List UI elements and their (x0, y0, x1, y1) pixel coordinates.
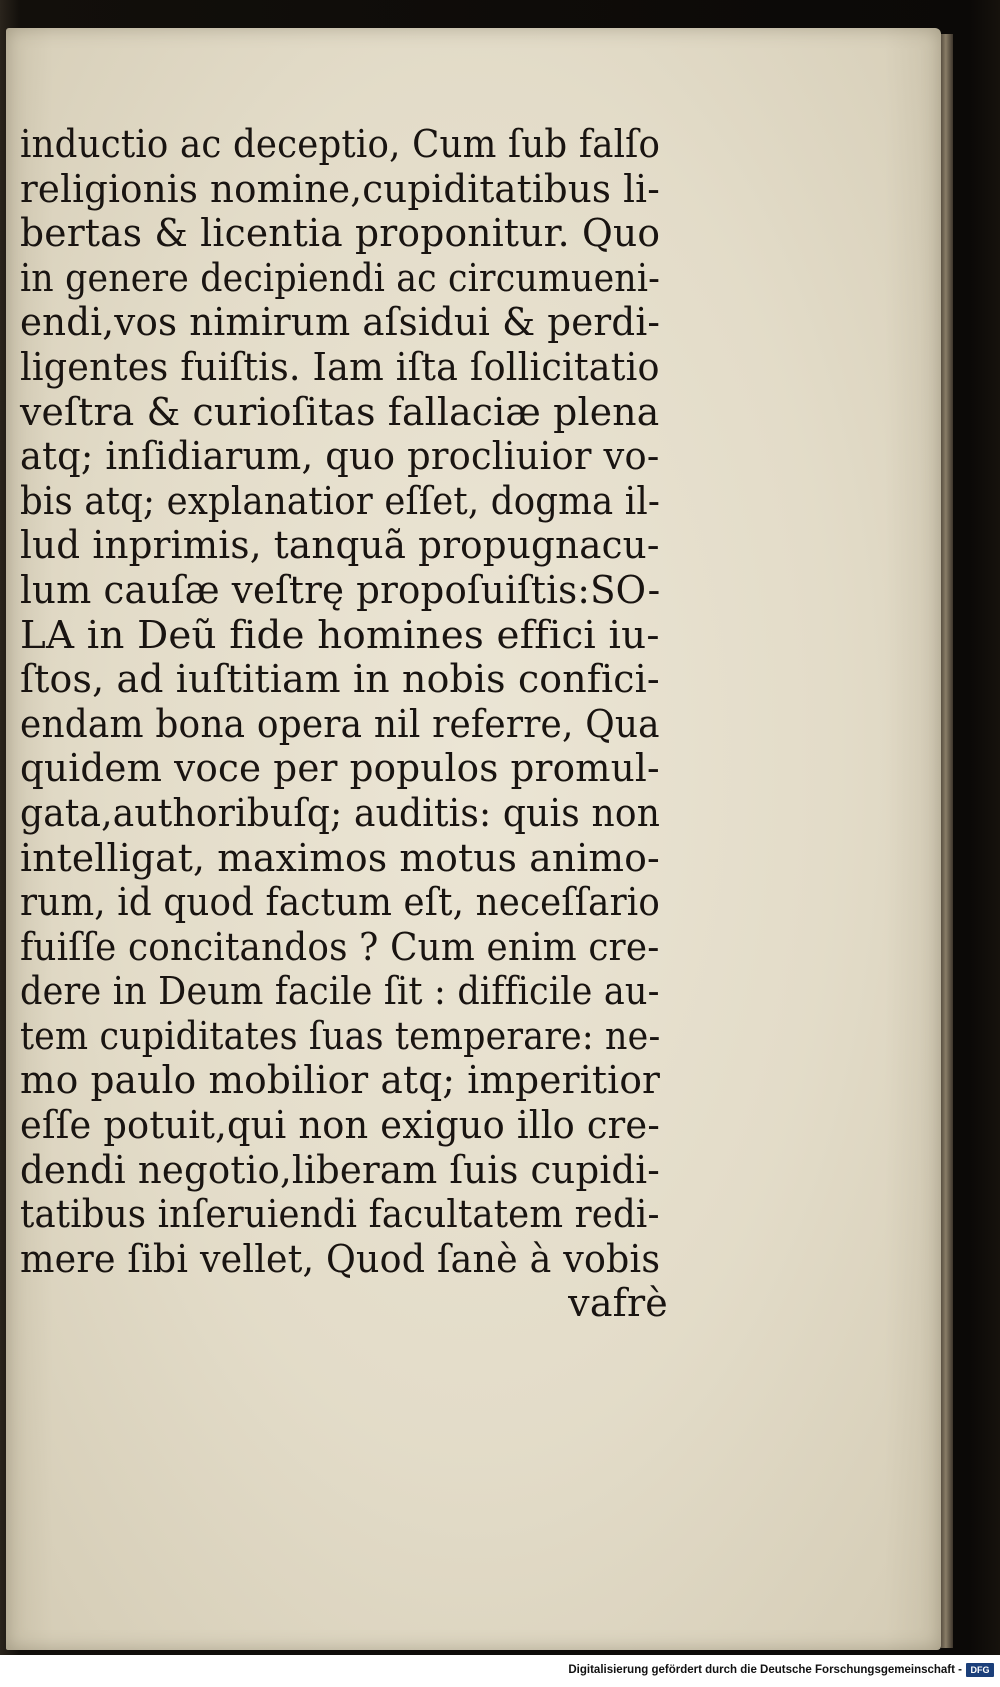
text-line: inductio ac deceptio, Cum ſub falſo (20, 122, 661, 166)
text-line: dere in Deum facile ſit : difficile au- (20, 969, 660, 1014)
text-line: ſtos, ad iuſtitiam in nobis confici- (20, 657, 660, 702)
text-line: endi,vos nimirum aſsidui & perdi- (20, 300, 661, 345)
funding-credit: Digitalisierung gefördert durch die Deutsche Forschungsgemeinschaft - (568, 1664, 962, 1676)
text-line: tem cupiditates ſuas temperare: ne- (20, 1013, 661, 1058)
text-line: lum cauſæ veſtrę propoſuiſtis:SO- (20, 567, 661, 612)
text-line: dendi negotio,liberam ſuis cupidi- (20, 1147, 660, 1192)
text-line: fuiſſe concitandos ? Cum enim cre- (20, 924, 660, 969)
footer-bar (0, 1655, 1000, 1687)
text-line: endam bona opera nil referre, Qua (20, 701, 660, 746)
page-edge (941, 34, 953, 1648)
dfg-logo-icon: DFG (966, 1663, 994, 1677)
text-line: lud inprimis, tanquã propugnacu- (20, 523, 660, 568)
page-text (20, 122, 680, 1326)
text-line: bis atq; explanatior eſſet, dogma il- (20, 478, 661, 523)
text-line: veſtra & curioſitas fallaciæ plena (20, 389, 660, 434)
text-line: tatibus inſeruiendi facultatem redi- (20, 1192, 660, 1237)
text-line: atq; inſidiarum, quo procliuior vo- (20, 434, 660, 479)
text-line: in genere decipiendi ac circumueni- (20, 255, 661, 300)
text-line: intelligat, maximos motus animo- (20, 835, 660, 880)
text-line: gata,authoribuſq; auditis: quis non (20, 790, 661, 835)
catchword: vafrè (568, 1281, 668, 1326)
text-line: quidem voce per populos promul- (20, 746, 660, 791)
text-line: mere ſibi vellet, Quod ſanè à vobis (20, 1236, 661, 1281)
text-line: mo paulo mobilior atq; imperitior (20, 1058, 661, 1103)
text-line: LA in Deũ fide homines effici iu- (20, 612, 660, 657)
text-line: religionis nomine,cupiditatibus li- (20, 166, 660, 211)
text-line: rum, id quod factum eſt, neceſſario (20, 880, 661, 925)
text-line: bertas & licentia proponitur. Quo (20, 211, 661, 256)
text-line: ligentes fuiſtis. Iam iſta ſollicitatio (20, 344, 660, 389)
text-line: eſſe potuit,qui non exiguo illo cre- (20, 1103, 660, 1148)
